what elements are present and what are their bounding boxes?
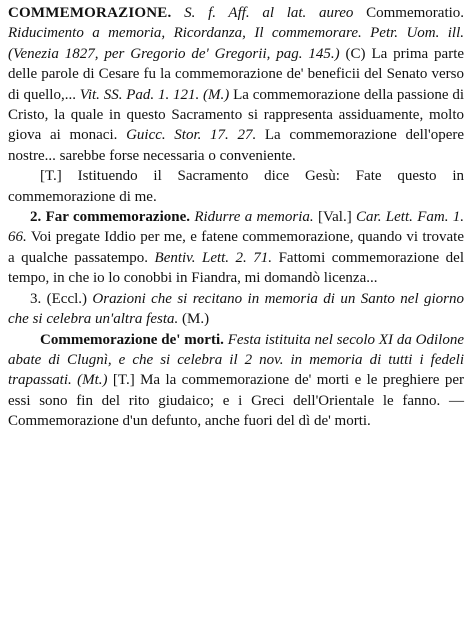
source-mark: [T.] xyxy=(112,372,135,389)
quotation: La commemorazione dell'opere nostre... sarebbe forse necessaria o conveniente. xyxy=(8,127,465,164)
etymology: Commemoratio. xyxy=(366,5,465,21)
citation: Car. Lett. Fam. 1. 66. xyxy=(8,209,465,246)
citation: Bentiv. Lett. 2. 71. xyxy=(154,249,273,266)
definition: Festa istituita nel secolo XI da Odilone abate di Clugnì, e che si celebra il 2 nov. in memoria di tutti i fedeli trapassati. xyxy=(8,331,464,389)
source-mark: (C) xyxy=(345,45,366,62)
definition: Riducimento a memoria, Ricordanza, Il commemorare. xyxy=(8,25,362,42)
quotation: Voi pregate Iddio per me, e fatene commemorazione, quando vi trovate a qualche passatempo. xyxy=(8,229,464,266)
sense-number: 2. xyxy=(30,209,42,226)
quotation: La commemorazione della passione di Cristo, la quale in questo Sacramento si rappresenta assiduamente, molto giova ai monaci. xyxy=(8,86,465,144)
citation: Vit. SS. Pad. 1. 121. (M.) xyxy=(79,86,230,103)
quotation: Fattomi commemorazione del tempo, in che io lo conobbi in Fiandra, mi domandò licenza... xyxy=(8,249,465,287)
subentry xyxy=(8,330,464,432)
sense-2 xyxy=(8,207,464,289)
quotation: Ma la commemorazione de' morti e le preghiere per essi sono fin del rito giudaico; e i Greci dell'Orientale le fanno. — Commemorazione d'un defunto, anche fuori del dì de' morti. xyxy=(8,372,464,430)
quotation: Istituendo il Sacramento dice Gesù: Fate questo in commemorazione di me. xyxy=(8,168,465,205)
definition: Ridurre a memoria. xyxy=(194,209,314,226)
tommaseo-note xyxy=(8,166,464,207)
citation: Guicc. Stor. 17. 27. xyxy=(126,127,257,144)
source-mark: (M.) xyxy=(182,311,210,328)
sense-number: 3. xyxy=(30,290,42,307)
subentry-phrase: Commemorazione de' morti. xyxy=(40,331,224,348)
headword: COMMEMORAZIONE. xyxy=(8,5,172,21)
domain-label: (Eccl.) xyxy=(46,290,88,307)
grammar-note: S. f. Aff. al lat. aureo xyxy=(184,5,354,21)
sense-phrase: Far commemorazione. xyxy=(45,209,190,226)
main-entry xyxy=(8,3,464,166)
source-mark: [T.] xyxy=(40,168,62,185)
quotation: La prima parte delle parole di Cesare fu la commemorazione de' beneficii del Senato verso di quello,... xyxy=(8,45,465,103)
source-mark: (Mt.) xyxy=(77,372,108,389)
sense-3 xyxy=(8,289,464,330)
definition: Orazioni che si recitano in memoria di un Santo nel giorno che si celebra un'altra festa. xyxy=(8,290,465,328)
source-mark: [Val.] xyxy=(317,209,352,226)
citation: Petr. Uom. ill. (Venezia 1827, per Gregorio de' Gregorii, pag. 145.) xyxy=(8,25,465,62)
